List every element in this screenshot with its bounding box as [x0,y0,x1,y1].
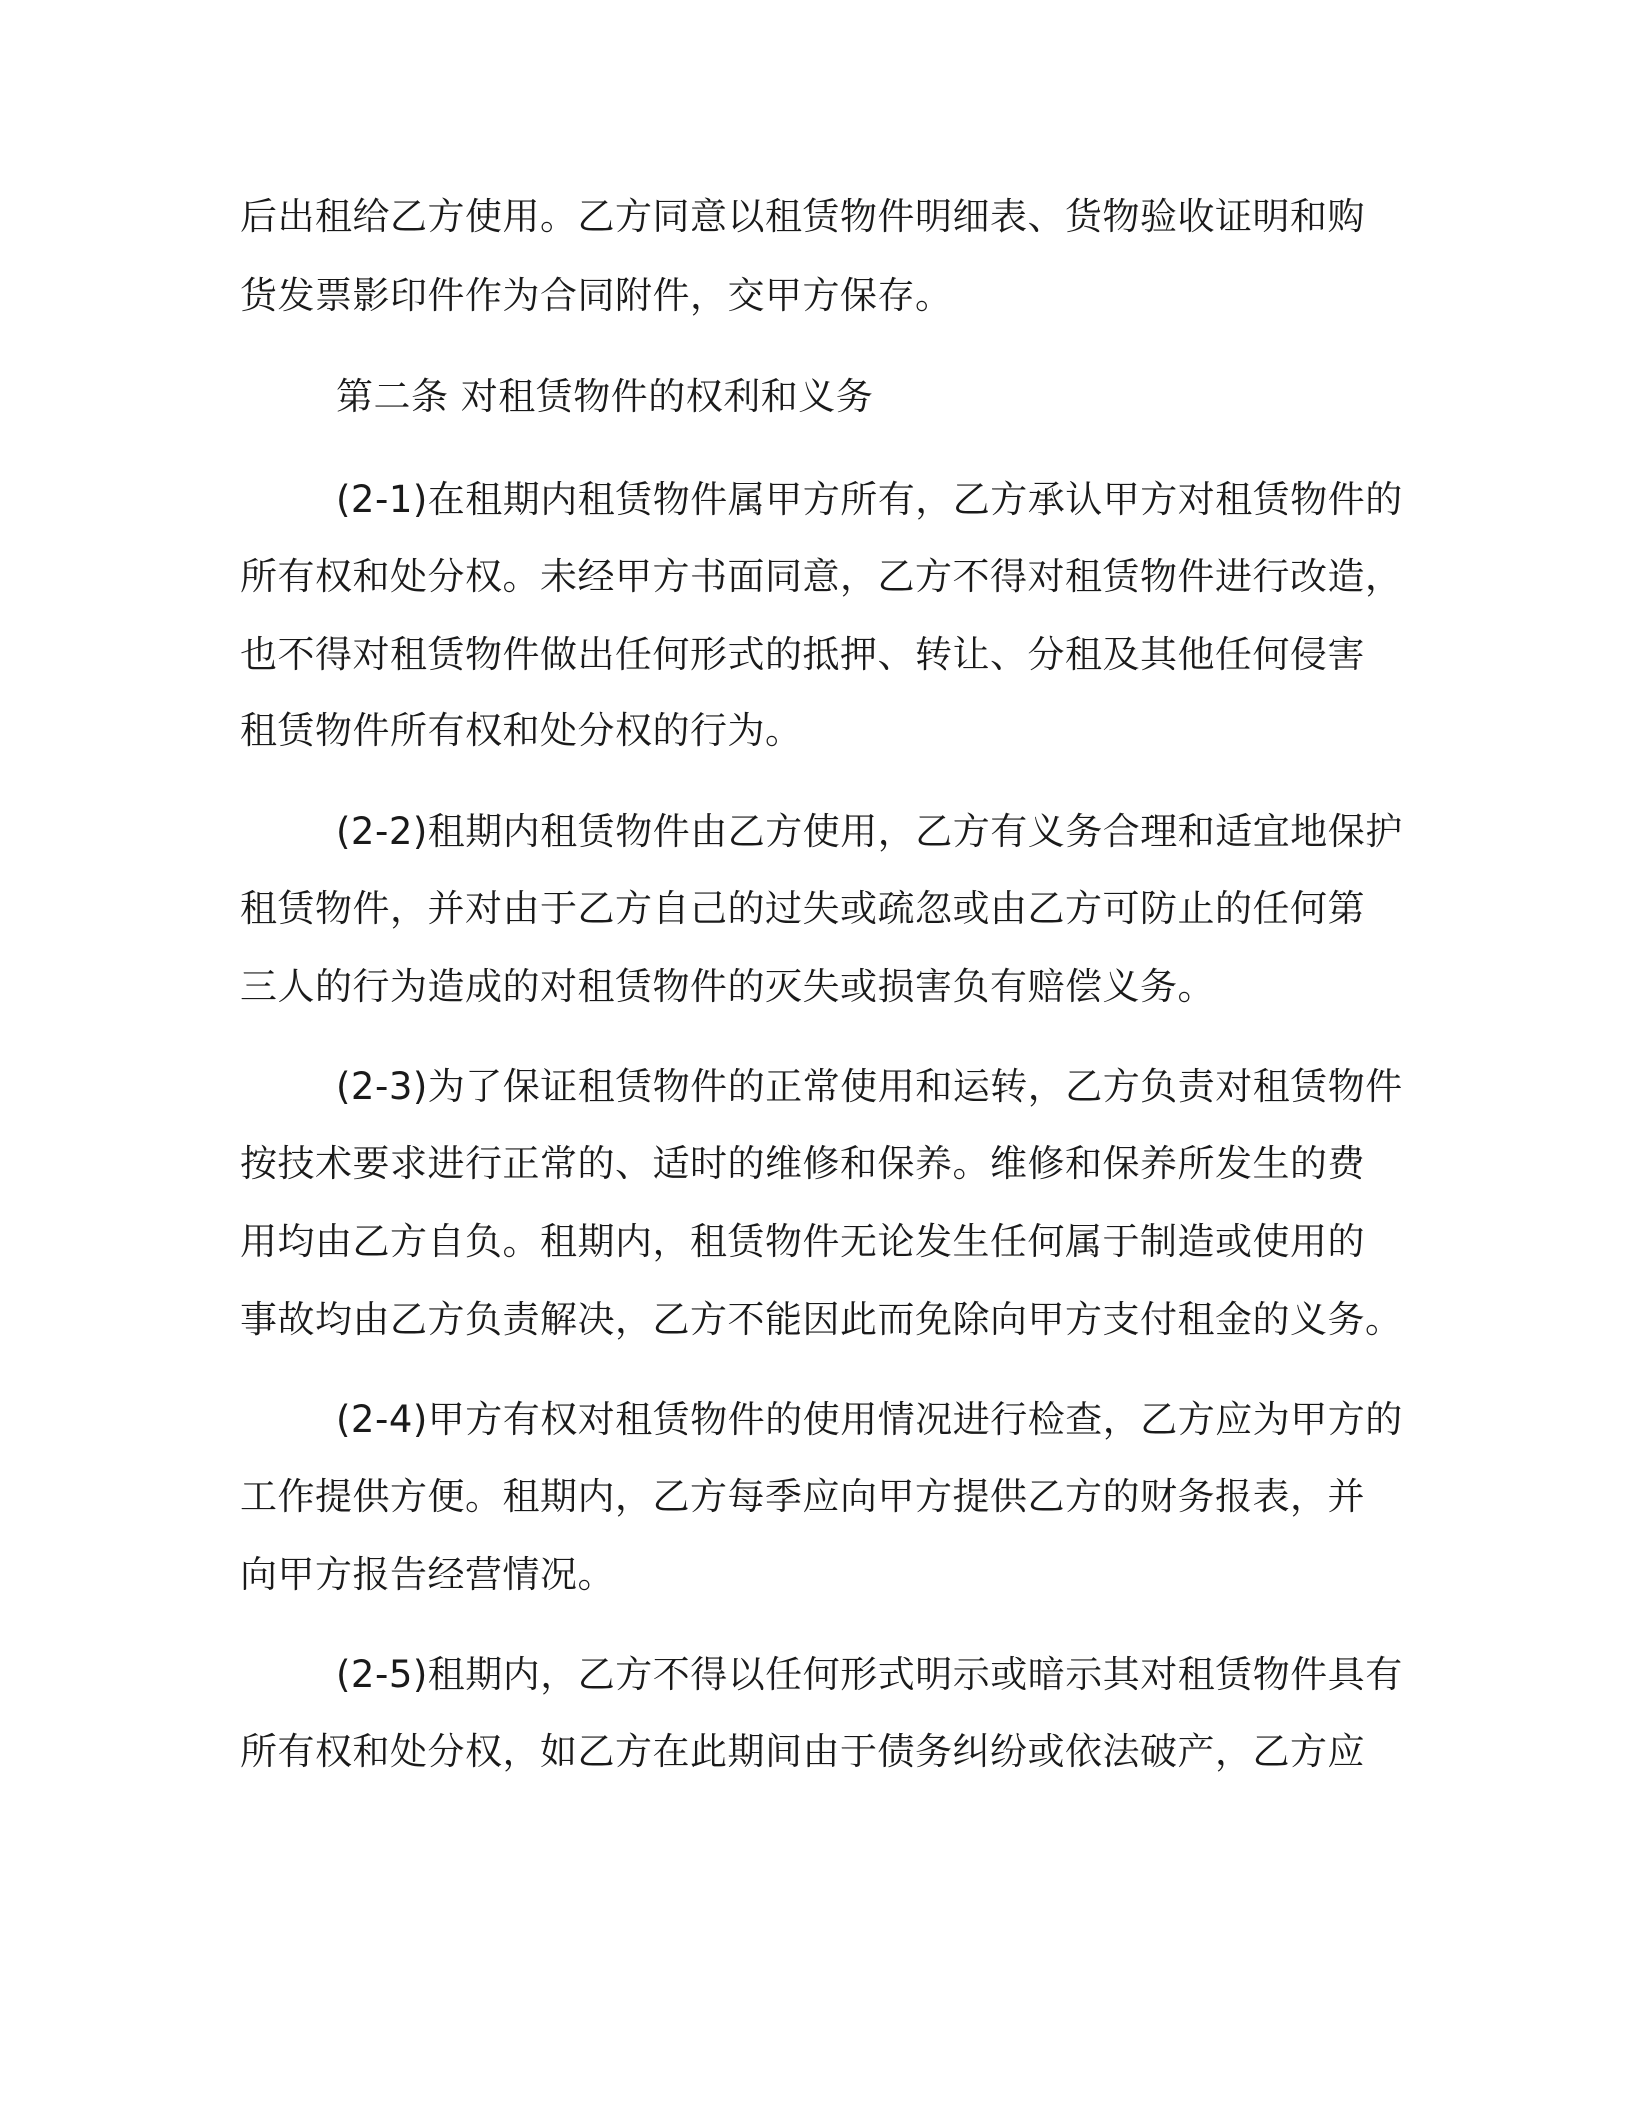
text-line: 租赁物件所有权和处分权的行为。 [240,709,803,752]
text-line: 三人的行为造成的对租赁物件的灭失或损害负有赔偿义务。 [240,965,1215,1008]
clause-first-line: (2-4)甲方有权对租赁物件的使用情况进行检查，乙方应为甲方的 [336,1398,1403,1441]
text-line: 后出租给乙方使用。乙方同意以租赁物件明细表、货物验收证明和购 [240,195,1365,238]
text-line: 也不得对租赁物件做出任何形式的抵押、转让、分租及其他任何侵害 [240,633,1365,676]
text-line: 按技术要求进行正常的、适时的维修和保养。维修和保养所发生的费 [240,1142,1365,1185]
article-heading: 第二条 对租赁物件的权利和义务 [336,375,874,418]
text-line: 事故均由乙方负责解决，乙方不能因此而免除向甲方支付租金的义务。 [240,1298,1403,1341]
text-line: 所有权和处分权。未经甲方书面同意，乙方不得对租赁物件进行改造， [240,555,1403,598]
clause-first-line: (2-5)租期内，乙方不得以任何形式明示或暗示其对租赁物件具有 [336,1653,1403,1696]
clause-first-line: (2-2)租期内租赁物件由乙方使用，乙方有义务合理和适宜地保护 [336,810,1403,853]
text-line: 货发票影印件作为合同附件，交甲方保存。 [240,274,953,317]
text-line: 租赁物件，并对由于乙方自己的过失或疏忽或由乙方可防止的任何第 [240,887,1365,930]
text-line: 用均由乙方自负。租期内，租赁物件无论发生任何属于制造或使用的 [240,1220,1365,1263]
text-line: 向甲方报告经营情况。 [240,1553,615,1596]
text-line: 所有权和处分权，如乙方在此期间由于债务纠纷或依法破产，乙方应 [240,1730,1365,1773]
clause-first-line: (2-3)为了保证租赁物件的正常使用和运转，乙方负责对租赁物件 [336,1065,1403,1108]
clause-first-line: (2-1)在租期内租赁物件属甲方所有，乙方承认甲方对租赁物件的 [336,478,1403,521]
text-line: 工作提供方便。租期内，乙方每季应向甲方提供乙方的财务报表，并 [240,1475,1365,1518]
